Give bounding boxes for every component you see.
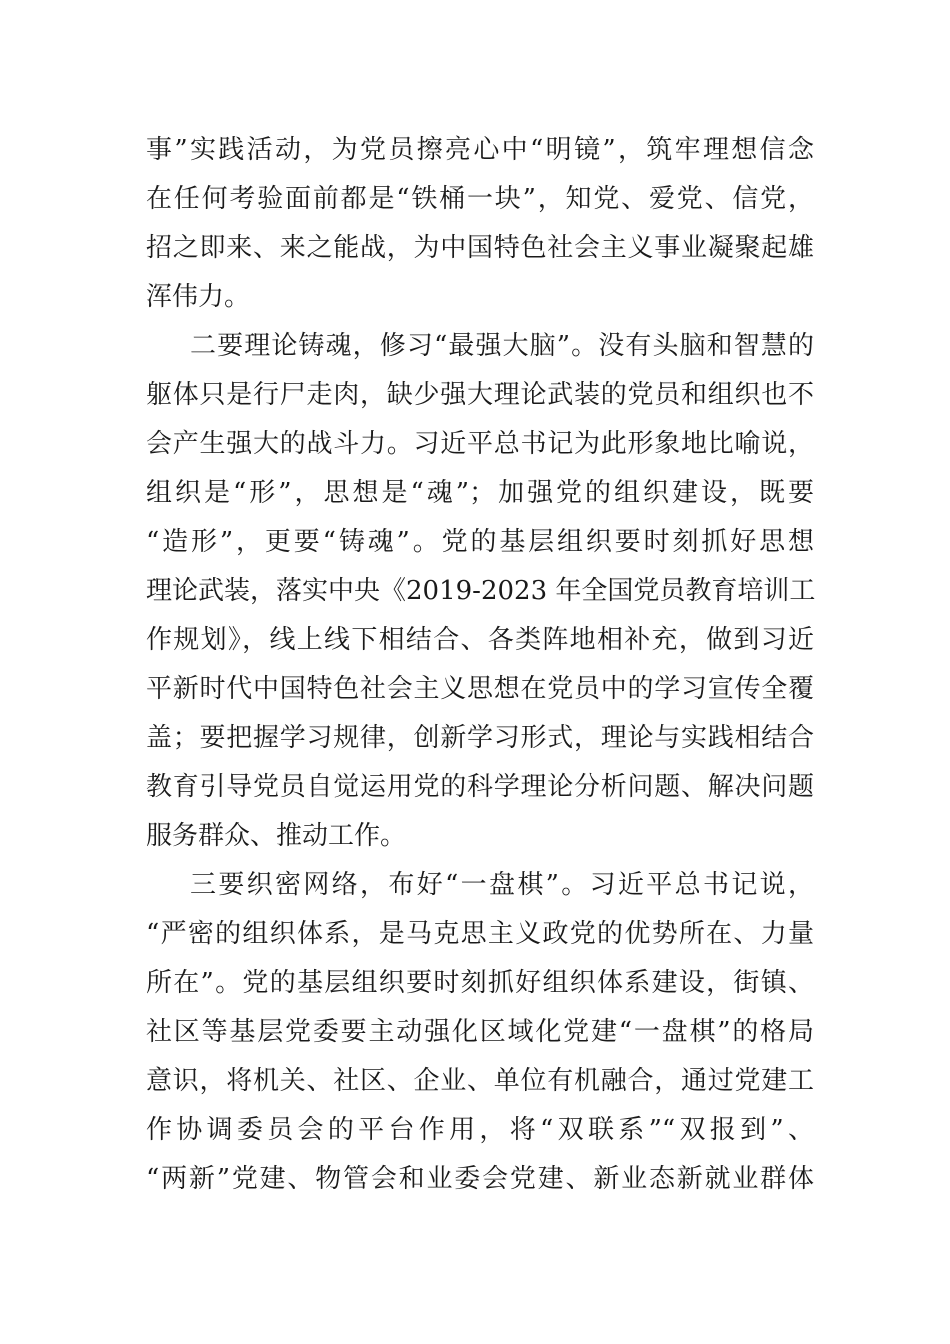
text-line: 服务群众、推动工作。 — [146, 821, 407, 851]
text-line: “造形”，更要“铸魂”。党的基层组织要时刻抓好思想 — [146, 527, 814, 557]
text-line: 意识，将机关、社区、企业、单位有机融合，通过党建工 — [146, 1066, 814, 1096]
text-line: 躯体只是行尸走肉，缺少强大理论武装的党员和组织也不 — [146, 380, 814, 410]
text-line: 所在”。党的基层组织要时刻抓好组织体系建设，街镇、 — [146, 968, 814, 998]
text-line: 平新时代中国特色社会主义思想在党员中的学习宣传全覆 — [146, 674, 814, 704]
text-line: 组织是“形”，思想是“魂”；加强党的组织建设，既要 — [146, 478, 814, 508]
paragraph-2-first-line: 二要理论铸魂，修习“最强大脑”。没有头脑和智慧的 — [190, 331, 814, 361]
text-line: 教育引导党员自觉运用党的科学理论分析问题、解决问题 — [146, 772, 814, 802]
text-line: “严密的组织体系，是马克思主义政党的优势所在、力量 — [146, 919, 814, 949]
text-line: 会产生强大的战斗力。习近平总书记为此形象地比喻说， — [146, 429, 814, 459]
text-line: 在任何考验面前都是“铁桶一块”，知党、爱党、信党， — [146, 184, 814, 214]
text-line: 盖；要把握学习规律，创新学习形式，理论与实践相结合 — [146, 723, 814, 753]
text-line: 社区等基层党委要主动强化区域化党建“一盘棋”的格局 — [146, 1017, 814, 1047]
text-line: 浑伟力。 — [146, 282, 251, 312]
paragraph-3-first-line: 三要织密网络，布好“一盘棋”。习近平总书记说， — [190, 870, 814, 900]
text-line: “两新”党建、物管会和业委会党建、新业态新就业群体 — [146, 1164, 814, 1194]
body-text — [146, 126, 814, 1204]
text-line: 作协调委员会的平台作用，将“双联系”“双报到”、 — [146, 1115, 814, 1145]
text-line: 事”实践活动，为党员擦亮心中“明镜”，筑牢理想信念 — [146, 135, 814, 165]
text-line: 理论武装，落实中央《2019-2023 年全国党员教育培训工 — [146, 576, 816, 606]
text-line: 招之即来、来之能战，为中国特色社会主义事业凝聚起雄 — [146, 233, 814, 263]
text-line: 作规划》，线上线下相结合、各类阵地相补充，做到习近 — [146, 625, 814, 655]
